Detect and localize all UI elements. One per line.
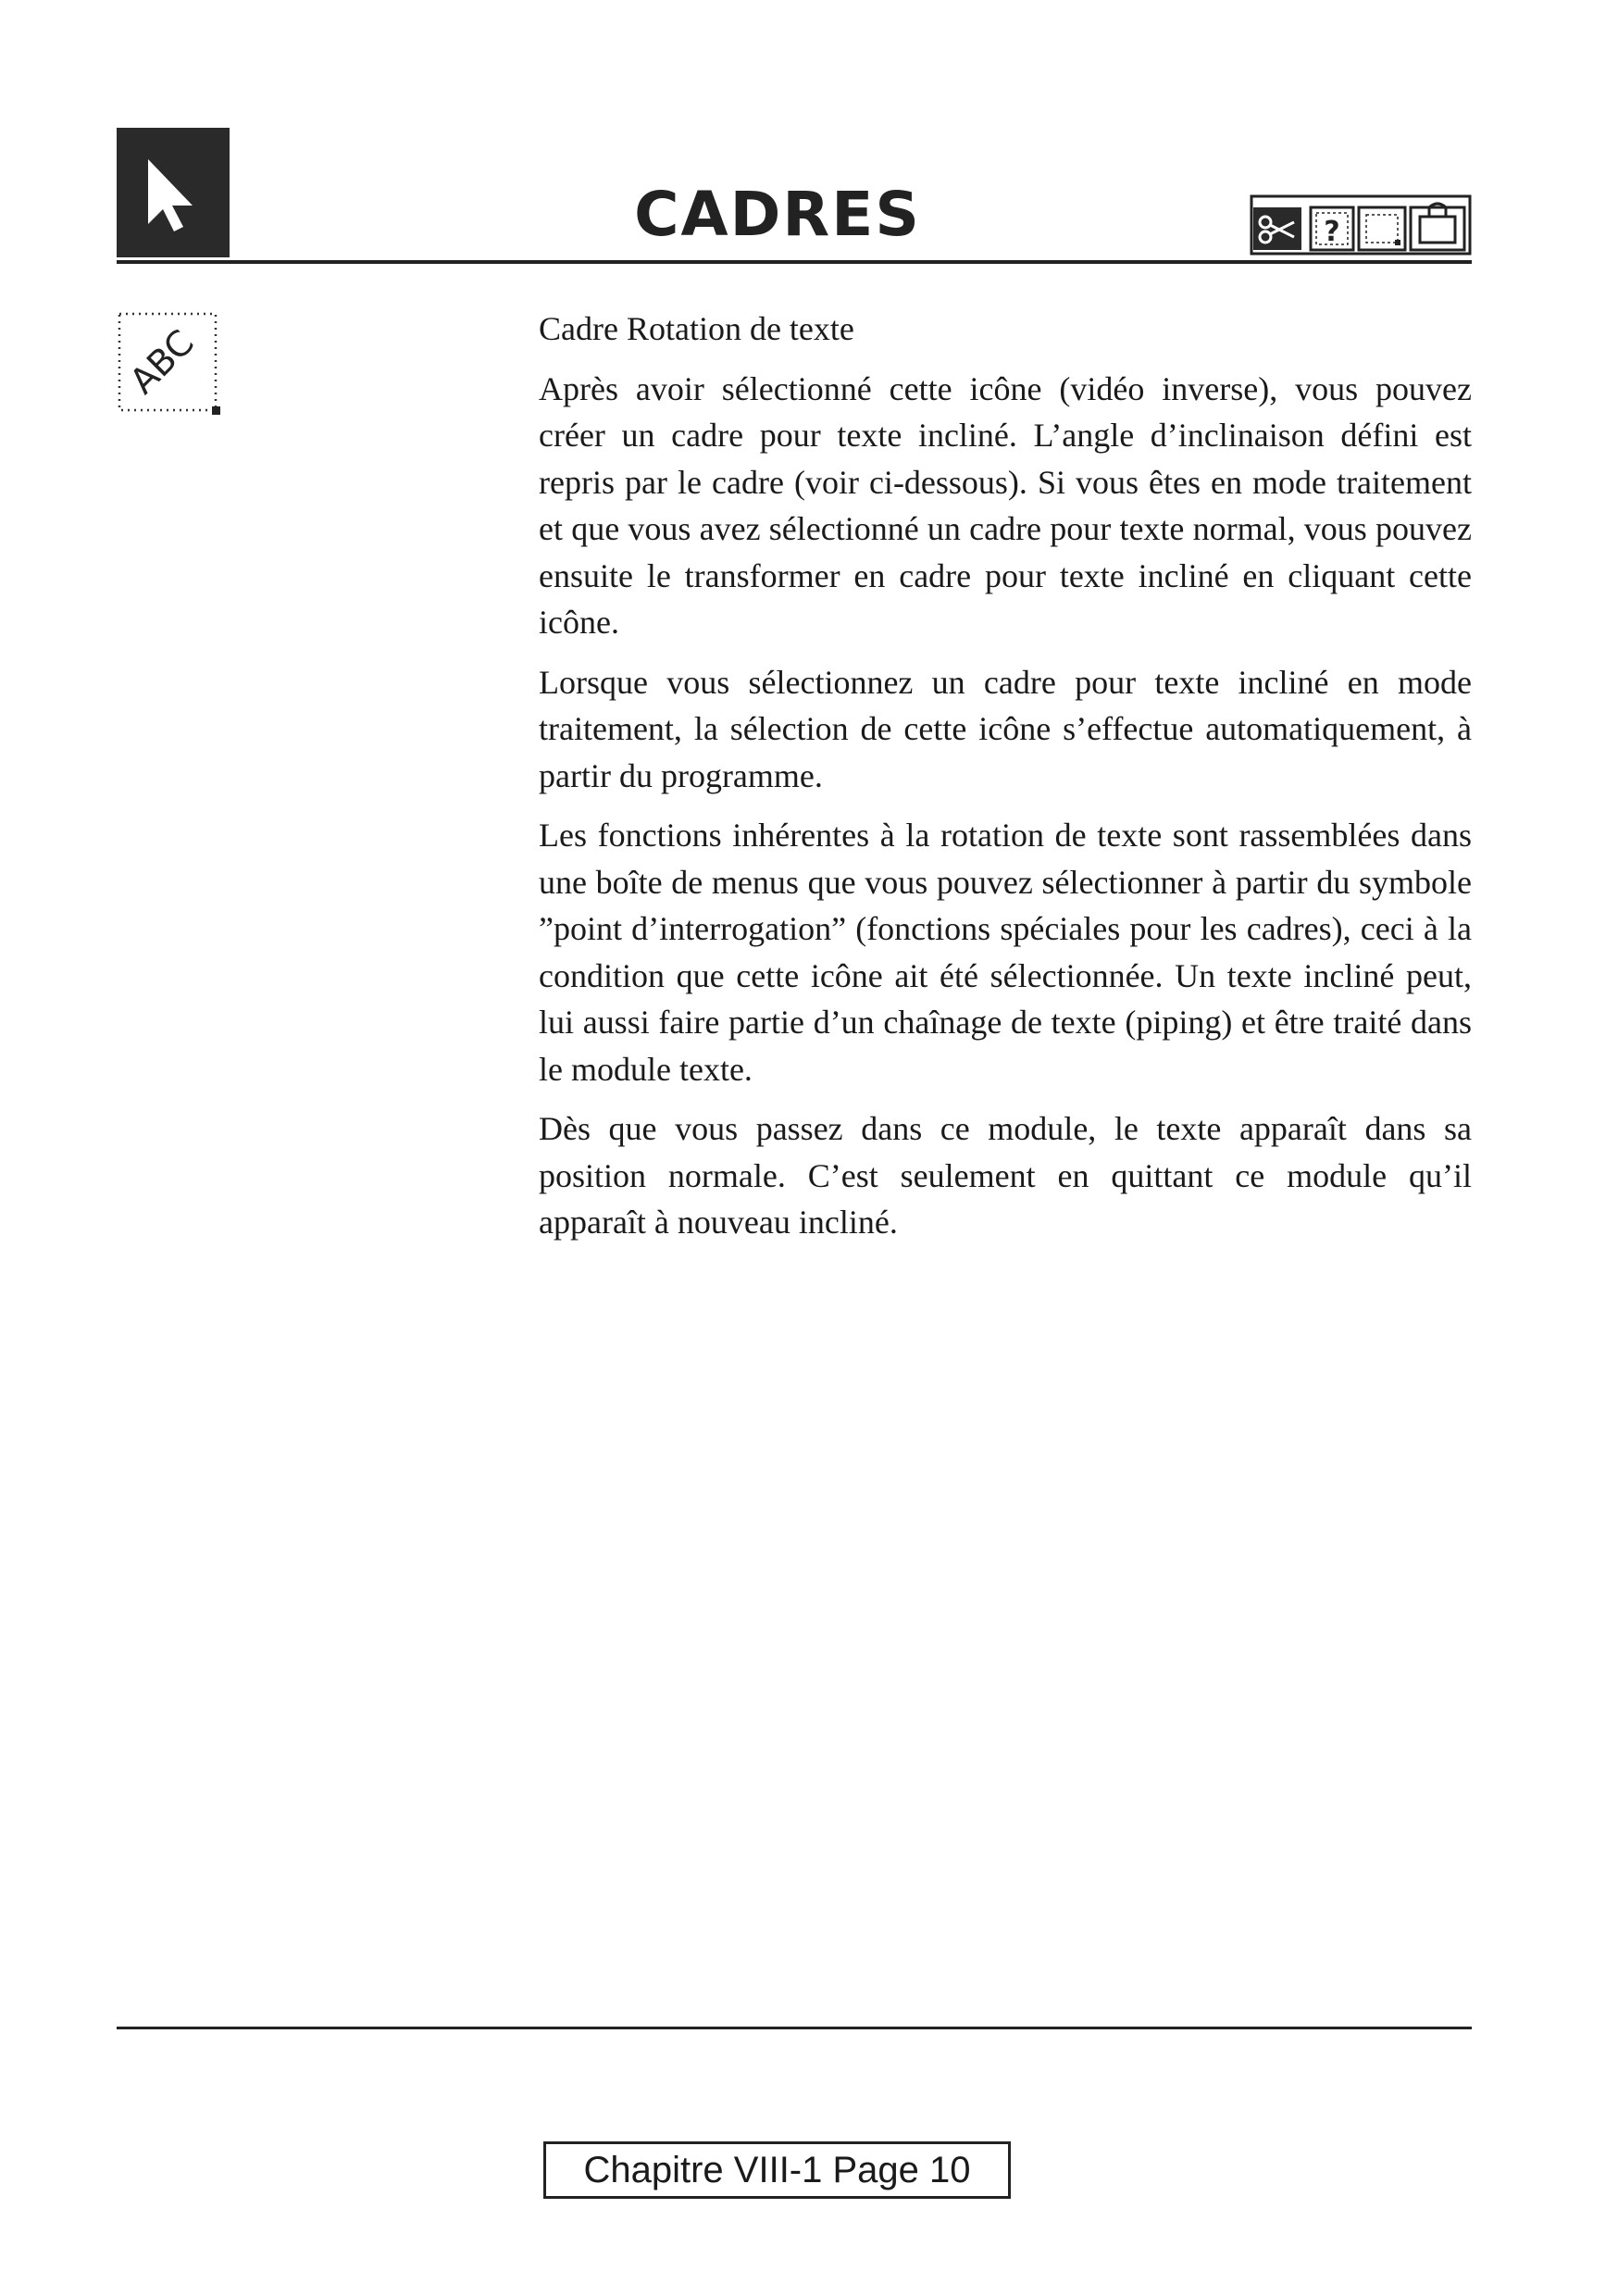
- section-subtitle: Cadre Rotation de texte: [539, 310, 854, 347]
- svg-text:?: ?: [1324, 216, 1340, 248]
- paragraph: Dès que vous passez dans ce module, le texte apparaît dans sa position normale. C’est seulement en quittant ce module qu’il apparaît à nouveau incliné.: [539, 1110, 1472, 1241]
- frame-select-icon: [1359, 207, 1405, 250]
- footer-divider: [117, 2027, 1472, 2029]
- question-mark-icon: [1311, 207, 1353, 250]
- paragraph: Les fonctions inhérentes à la rotation de texte sont rassemblées dans une boîte de menus que vous pouvez sélectionner à partir du symbole ”point d’interrogation” (fonctions spéciales pour les cadres), ceci à la condition que cette icône ait été sélectionnée. Un texte incliné peut, lui aussi faire partie d’un chaînage de texte (piping) et être traité dans le module texte.: [539, 817, 1472, 1088]
- arrow-pointer-icon: [117, 128, 230, 257]
- scissors-icon: [1253, 207, 1301, 250]
- rotated-text-frame-icon: [117, 311, 224, 418]
- rotated-label: ABC: [121, 321, 202, 402]
- paragraph: Lorsque vous sélectionnez un cadre pour texte incliné en mode traitement, la sélection de cette icône s’effectue automatiquement, à partir du programme.: [539, 663, 1472, 794]
- header-divider: [117, 260, 1472, 264]
- frame-lock-icon: [1411, 204, 1464, 250]
- header-toolbar: [1250, 194, 1472, 256]
- page-title: CADRES: [634, 179, 921, 250]
- section-body: [539, 306, 1472, 1259]
- paragraph: Après avoir sélectionné cette icône (vidéo inverse), vous pouvez créer un cadre pour texte incliné. L’angle d’inclinaison défini est repris par le cadre (voir ci-dessous). Si vous êtes en mode traitement et que vous avez sélectionné un cadre pour texte normal, vous pouvez ensuite le transformer en cadre pour texte incliné en cliquant cette icône.: [539, 369, 1472, 641]
- page-number: Chapitre VIII-1 Page 10: [543, 2141, 1011, 2199]
